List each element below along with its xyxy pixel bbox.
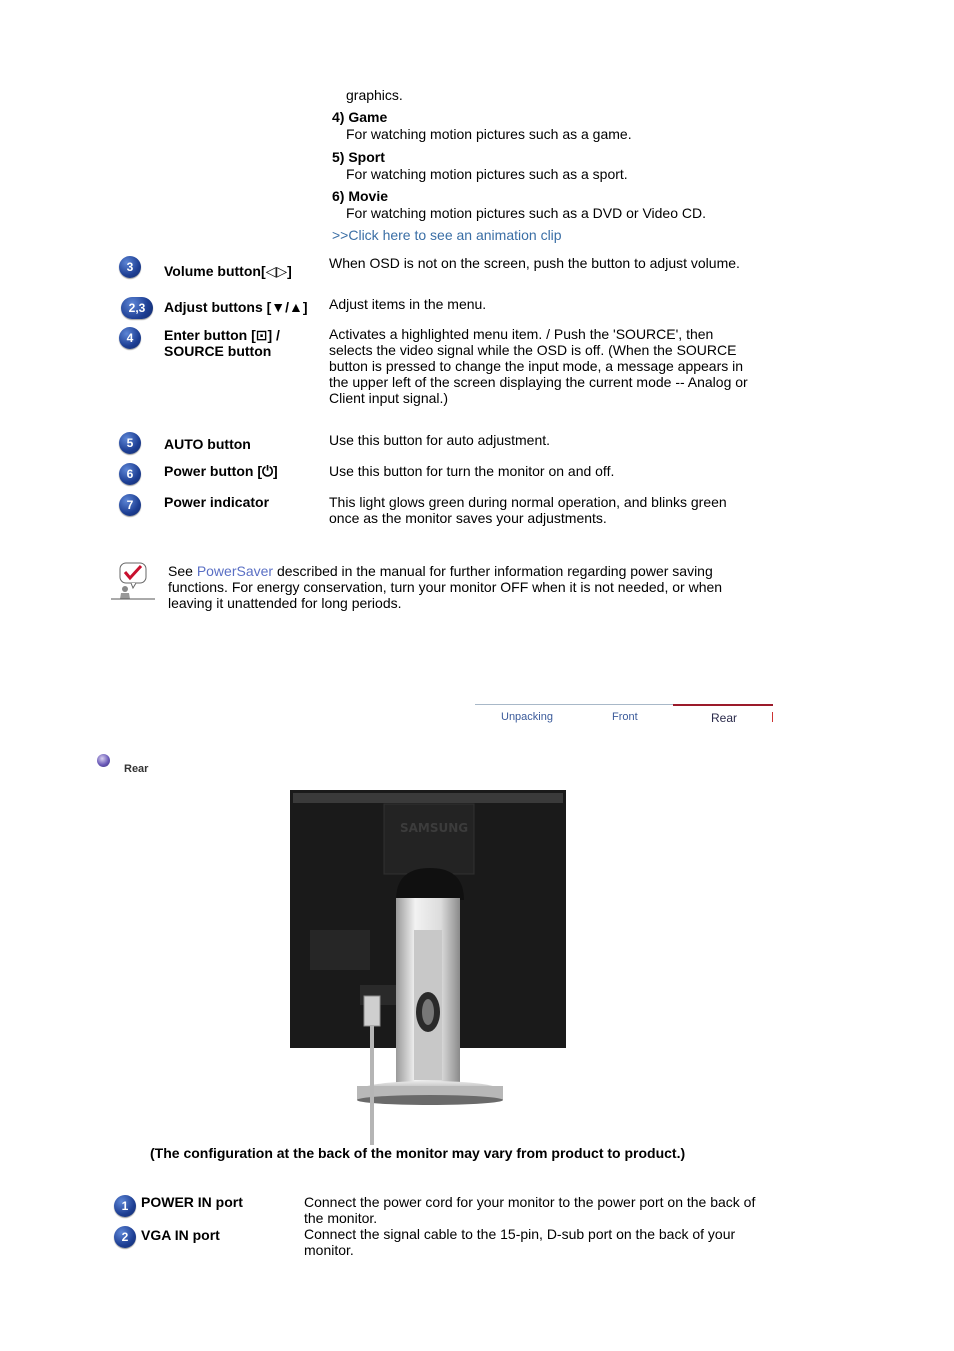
section-tabs [475, 704, 773, 726]
port-badge-1: 1 [114, 1195, 136, 1217]
configuration-caption: (The configuration at the back of the monitor may vary from product to product.) [150, 1145, 686, 1161]
power-indicator-label: Power indicator [164, 494, 270, 510]
note-prefix: See [168, 563, 197, 579]
enter-source-button-desc: Activates a highlighted menu item. / Push the 'SOURCE', then selects the video signal while the OSD is off. (When the SOURCE button is pressed to change the input mode, a message appears in the upper left of the screen displaying the current mode -- Analog or Client input signal.) [329, 326, 748, 406]
mode-movie-desc: For watching motion pictures such as a DVD or Video CD. [346, 205, 707, 221]
badge-6: 6 [119, 463, 141, 485]
monitor-rear-image [290, 790, 568, 1145]
adjust-buttons-label: Adjust buttons [▼/▲] [164, 299, 308, 315]
power-button-desc: Use this button for turn the monitor on and off. [329, 463, 615, 479]
auto-button-label: AUTO button [164, 436, 251, 452]
power-indicator-desc: This light glows green during normal operation, and blinks green once as the monitor saves your adjustments. [329, 494, 727, 526]
enter-source-button-label: Enter button [⊡] / SOURCE button [164, 327, 280, 359]
tab-front[interactable]: Front [612, 711, 638, 723]
vga-in-port-desc: Connect the signal cable to the 15-pin, D-sub port on the back of your monitor. [304, 1226, 736, 1258]
adjust-buttons-desc: Adjust items in the menu. [329, 296, 487, 312]
tabs-end-mark [772, 712, 773, 722]
volume-button-label: Volume button[◁▷] [164, 263, 292, 279]
power-in-port-desc: Connect the power cord for your monitor to the power port on the back of the monitor. [304, 1194, 756, 1226]
mode-movie-title: 6) Movie [332, 188, 389, 204]
badge-4: 4 [119, 327, 141, 349]
volume-button-desc: When OSD is not on the screen, push the button to adjust volume. [329, 255, 740, 271]
mode-sport-desc: For watching motion pictures such as a sport. [346, 166, 628, 182]
mode-continuation: graphics. [346, 87, 403, 103]
tab-active-indicator [673, 704, 773, 706]
badge-2-3: 2,3 [121, 297, 153, 319]
brand-text: SAMSUNG [400, 821, 469, 835]
mode-game-title: 4) Game [332, 109, 388, 125]
bullet-icon [97, 754, 110, 767]
port-badge-2: 2 [114, 1226, 136, 1248]
tab-unpacking[interactable]: Unpacking [501, 711, 553, 723]
mode-sport-title: 5) Sport [332, 149, 385, 165]
badge-3: 3 [119, 256, 141, 278]
powersaver-note [168, 563, 758, 611]
tabs-divider [475, 704, 673, 705]
vga-in-port-label: VGA IN port [141, 1227, 220, 1243]
note-text: described in the manual for further information regarding power saving functions. For energy conservation, turn your monitor OFF when it is not needed, or when leaving it unattended for long periods. [168, 563, 723, 611]
auto-button-desc: Use this button for auto adjustment. [329, 432, 551, 448]
power-button-label: Power button [⏻] [164, 463, 278, 479]
section-rear-label: Rear [124, 763, 149, 775]
checkmark-note-icon [111, 561, 155, 601]
power-in-port-label: POWER IN port [141, 1194, 243, 1210]
badge-7: 7 [119, 494, 141, 516]
powersaver-link[interactable]: PowerSaver [196, 563, 274, 579]
tab-rear[interactable]: Rear [711, 711, 738, 725]
badge-5: 5 [119, 432, 141, 454]
mode-game-desc: For watching motion pictures such as a game. [346, 126, 632, 142]
animation-clip-link[interactable]: >>Click here to see an animation clip [332, 227, 562, 243]
